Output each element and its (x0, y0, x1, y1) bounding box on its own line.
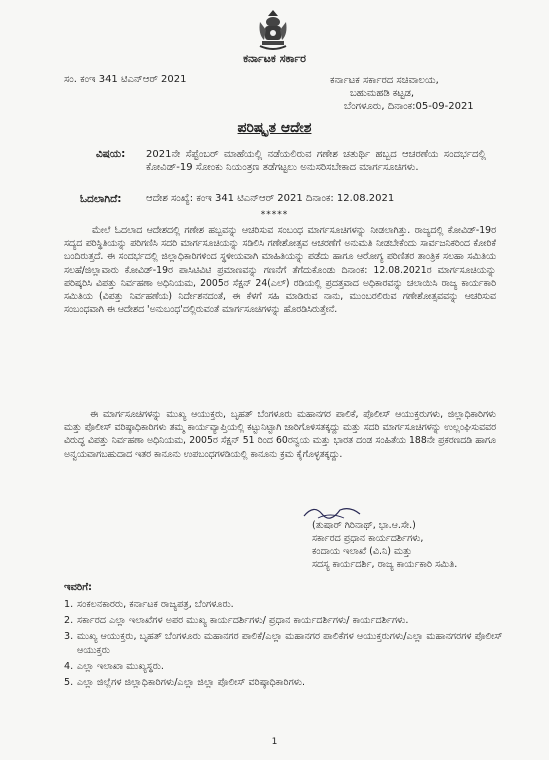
order-title: ಪರಿಷ್ಕೃತ ಆದೇಶ (237, 120, 312, 136)
subject-text: 2021ನೇ ಸೆಪ್ಟೆಂಬರ್ ಮಾಹೆಯಲ್ಲಿ ನಡೆಯಲಿರುವ ಗಣೇಶ ಚತುರ್ಥಿ ಹಬ್ಬದ ಆಚರಣೆಯ ಸಂದರ್ಭದಲ್ಲಿ ಕೋವಿಡ್-19 ಸೋಂಕು ನಿಯಂತ್ರಣ ತಡೆಗಟ್ಟಲು ಅನುಸರಿಸಬೇಕಾದ ಮಾರ್ಗಸೂಚಿಗಳು. (146, 149, 486, 173)
signatory-designation: ಸರ್ಕಾರದ ಪ್ರಧಾನ ಕಾರ್ಯದರ್ಶಿಗಳು, (312, 533, 424, 544)
list-item (64, 630, 504, 657)
read-reference-label: ಓದಲಾಗಿದೆ: (80, 193, 122, 205)
signature-block (312, 519, 457, 571)
list-item-number: 1. (64, 599, 74, 610)
list-item-number: 2. (64, 615, 74, 626)
list-item-number: 3. (64, 631, 74, 642)
list-item (64, 598, 504, 612)
address-date-line: ಬೆಂಗಳೂರು, ದಿನಾಂಕ:05-09-2021 (344, 101, 474, 112)
page-number: 1 (271, 737, 278, 747)
list-item (64, 676, 504, 690)
read-reference-text: ಆದೇಶ ಸಂಖ್ಯೆ: ಕಂಇ 341 ಟಿಎನ್‌ಆರ್ 2021 ದಿನಾಂಕ: 12.08.2021 (146, 193, 395, 204)
separator: ***** (260, 210, 289, 220)
government-name: ಕರ್ನಾಟಕ ಸರ್ಕಾರ (243, 52, 306, 65)
office-address (330, 74, 474, 113)
subject-label: ವಿಷಯ: (96, 148, 126, 160)
body-paragraph: ಈ ಮಾರ್ಗಸೂಚಿಗಳನ್ನು ಮುಖ್ಯ ಆಯುಕ್ತರು, ಬೃಹತ್ ಬೆಂಗಳೂರು ಮಹಾನಗರ ಪಾಲಿಕೆ, ಪೊಲೀಸ್ ಆಯುಕ್ತರುಗಳು, ಜಿಲ್ಲಾಧಿಕಾರಿಗಳು ಮತ್ತು ಪೊಲೀಸ್ ವರಿಷ್ಠಾಧಿಕಾರಿಗಳು ತಮ್ಮ ಕಾರ್ಯವ್ಯಾಪ್ತಿಯಲ್ಲಿ ಕಟ್ಟುನಿಟ್ಟಾಗಿ ಜಾರಿಗೊಳಿಸತಕ್ಕದ್ದು ಮತ್ತು ಸದರಿ ಮಾರ್ಗಸೂಚಿಗಳನ್ನು ಉಲ್ಲಂಘಿಸುವವರ ವಿರುದ್ಧ ವಿಪತ್ತು ನಿರ್ವಹಣಾ ಅಧಿನಿಯಮ, 2005ರ ಸೆಕ್ಷನ್ 51 ರಿಂದ 60ರನ್ವಯ ಮತ್ತು ಭಾರತ ದಂಡ ಸಂಹಿತೆಯ 188ನೇ ಪ್ರಕರಣದಡಿ ಹಾಗೂ ಅನ್ವಯವಾಗಬಹುದಾದ ಇತರ ಕಾನೂನು ಉಪಬಂಧಗಳಡಿಯಲ್ಲಿ ಕಾನೂನು ಕ್ರಮ ಕೈಗೊಳ್ಳತಕ್ಕದ್ದು. (64, 409, 496, 460)
signatory-designation: ಸದಸ್ಯ ಕಾರ್ಯದರ್ಶಿ, ರಾಜ್ಯ ಕಾರ್ಯಕಾರಿ ಸಮಿತಿ. (312, 559, 458, 570)
body-paragraph: ಮೇಲೆ ಓದಲಾದ ಆದೇಶದಲ್ಲಿ ಗಣೇಶ ಹಬ್ಬವನ್ನು ಆಚರಿಸುವ ಸಂಬಂಧ ಮಾರ್ಗಸೂಚಿಗಳನ್ನು ನೀಡಲಾಗಿತ್ತು. ರಾಜ್ಯದಲ್ಲಿ ಕೋವಿಡ್-19ರ ಸದ್ಯದ ಪರಿಸ್ಥಿತಿಯನ್ನು ಪರಿಗಣಿಸಿ ಸದರಿ ಮಾರ್ಗಸೂಚಿಯನ್ನು ಸಡಿಲಿಸಿ ಗಣೇಶೋತ್ಸವ ಆಚರಣೆಗೆ ಅನುಮತಿ ನೀಡಬೇಕೆಂದು ಸಾರ್ವಜನಿಕರಿಂದ ಕೋರಿಕೆ ಬಂದಿರುತ್ತದೆ. ಈ ಸಂದರ್ಭದಲ್ಲಿ ಜಿಲ್ಲಾಧಿಕಾರಿಗಳಿಂದ ಸ್ಥಳೀಯವಾಗಿ ಮಾಹಿತಿಯನ್ನು ಪಡೆದು ಹಾಗೂ ಆರೋಗ್ಯ ಪರಿಣಿತರ ತಾಂತ್ರಿಕ ಸಲಹಾ ಸಮಿತಿಯ ಸಲಹೆ/ಜಿಲ್ಲಾವಾರು ಕೋವಿಡ್-19ರ ಪಾಸಿಟಿವಿಟಿ ಪ್ರಮಾಣವನ್ನು ಗಣನೆಗೆ ತೆಗೆದುಕೊಂಡು ದಿನಾಂಕ: 12.08.2021ರ ಮಾರ್ಗಸೂಚಿಯನ್ನು ಪರಿಷ್ಕರಿಸಿ ವಿಪತ್ತು ನಿರ್ವಹಣಾ ಅಧಿನಿಯಮ, 2005ರ ಸೆಕ್ಷನ್ 24(ಎಲ್) ರಡಿಯಲ್ಲಿ ಪ್ರದತ್ತವಾದ ಅಧಿಕಾರವನ್ನು ಚಲಾಯಿಸಿ ರಾಜ್ಯ ಕಾರ್ಯಕಾರಿ ಸಮಿತಿಯ (ವಿಪತ್ತು ನಿರ್ವಹಣೆಯ) ನಿರ್ದೇಶನದಂತೆ, ಈ ಕೆಳಗೆ ಸಹಿ ಮಾಡಿರುವ ನಾನು, ಮುಂಬರಲಿರುವ ಗಣೇಶೋತ್ಸವವನ್ನು ಆಚರಿಸುವ ಸಂಬಂಧವಾಗಿ ಈ ಆದೇಶದ 'ಅನುಬಂಧ'ದಲ್ಲಿರುವಂತೆ ಮಾರ್ಗಸೂಚಿಗಳನ್ನು ಹೊರಡಿಸಿರುತ್ತೇನೆ. (64, 225, 496, 316)
reference-number: ಸಂ. ಕಂಇ 341 ಟಿಎನ್‌ಆರ್ 2021 (64, 74, 187, 85)
list-item-text: ಎಲ್ಲಾ ಜಿಲ್ಲೆಗಳ ಜಿಲ್ಲಾಧಿಕಾರಿಗಳು/ಎಲ್ಲಾ ಜಿಲ್ಲಾ ಪೊಲೀಸ್ ವರಿಷ್ಠಾಧಿಕಾರಿಗಳು. (77, 676, 306, 688)
list-item-number: 5. (64, 676, 74, 688)
signatory-designation: ಕಂದಾಯ ಇಲಾಖೆ (ವಿ.ನಿ) ಮತ್ತು (312, 546, 412, 557)
list-item (64, 614, 504, 628)
list-item (64, 660, 504, 674)
state-emblem-icon (256, 8, 290, 52)
address-line: ಬಹುಮಹಡಿ ಕಟ್ಟಡ, (350, 88, 415, 99)
list-item-text: ಸಂಕಲನಕಾರರು, ಕರ್ನಾಟಕ ರಾಜ್ಯಪತ್ರ, ಬೆಂಗಳೂರು. (77, 599, 234, 610)
copy-to-list (64, 598, 504, 692)
address-line: ಕರ್ನಾಟಕ ಸರ್ಕಾರದ ಸಚಿವಾಲಯ, (330, 75, 439, 86)
list-item-text: ಸರ್ಕಾರದ ಎಲ್ಲಾ ಇಲಾಖೆಗಳ ಅಪರ ಮುಖ್ಯ ಕಾರ್ಯದರ್ಶಿಗಳು/ ಪ್ರಧಾನ ಕಾರ್ಯದರ್ಶಿಗಳು/ ಕಾರ್ಯದರ್ಶಿಗಳು. (77, 615, 409, 626)
copy-to-label: ಇವರಿಗೆ: (64, 582, 93, 593)
signatory-name: (ತುಷಾರ್ ಗಿರಿನಾಥ್, ಭಾ.ಆ.ಸೇ.) (312, 520, 416, 531)
list-item-text: ಮುಖ್ಯ ಆಯುಕ್ತರು, ಬೃಹತ್ ಬೆಂಗಳೂರು ಮಹಾನಗರ ಪಾಲಿಕೆ/ಎಲ್ಲಾ ಮಹಾನಗರ ಪಾಲಿಕೆಗಳ ಆಯುಕ್ತರುಗಳು/ಎಲ್ಲಾ ಮಹಾನಗರಗಳ ಪೊಲೀಸ್ ಆಯುಕ್ತರು (77, 631, 503, 656)
list-item-text: ಎಲ್ಲಾ ಇಲಾಖಾ ಮುಖ್ಯಸ್ಥರು. (77, 660, 164, 672)
list-item-number: 4. (64, 660, 74, 672)
